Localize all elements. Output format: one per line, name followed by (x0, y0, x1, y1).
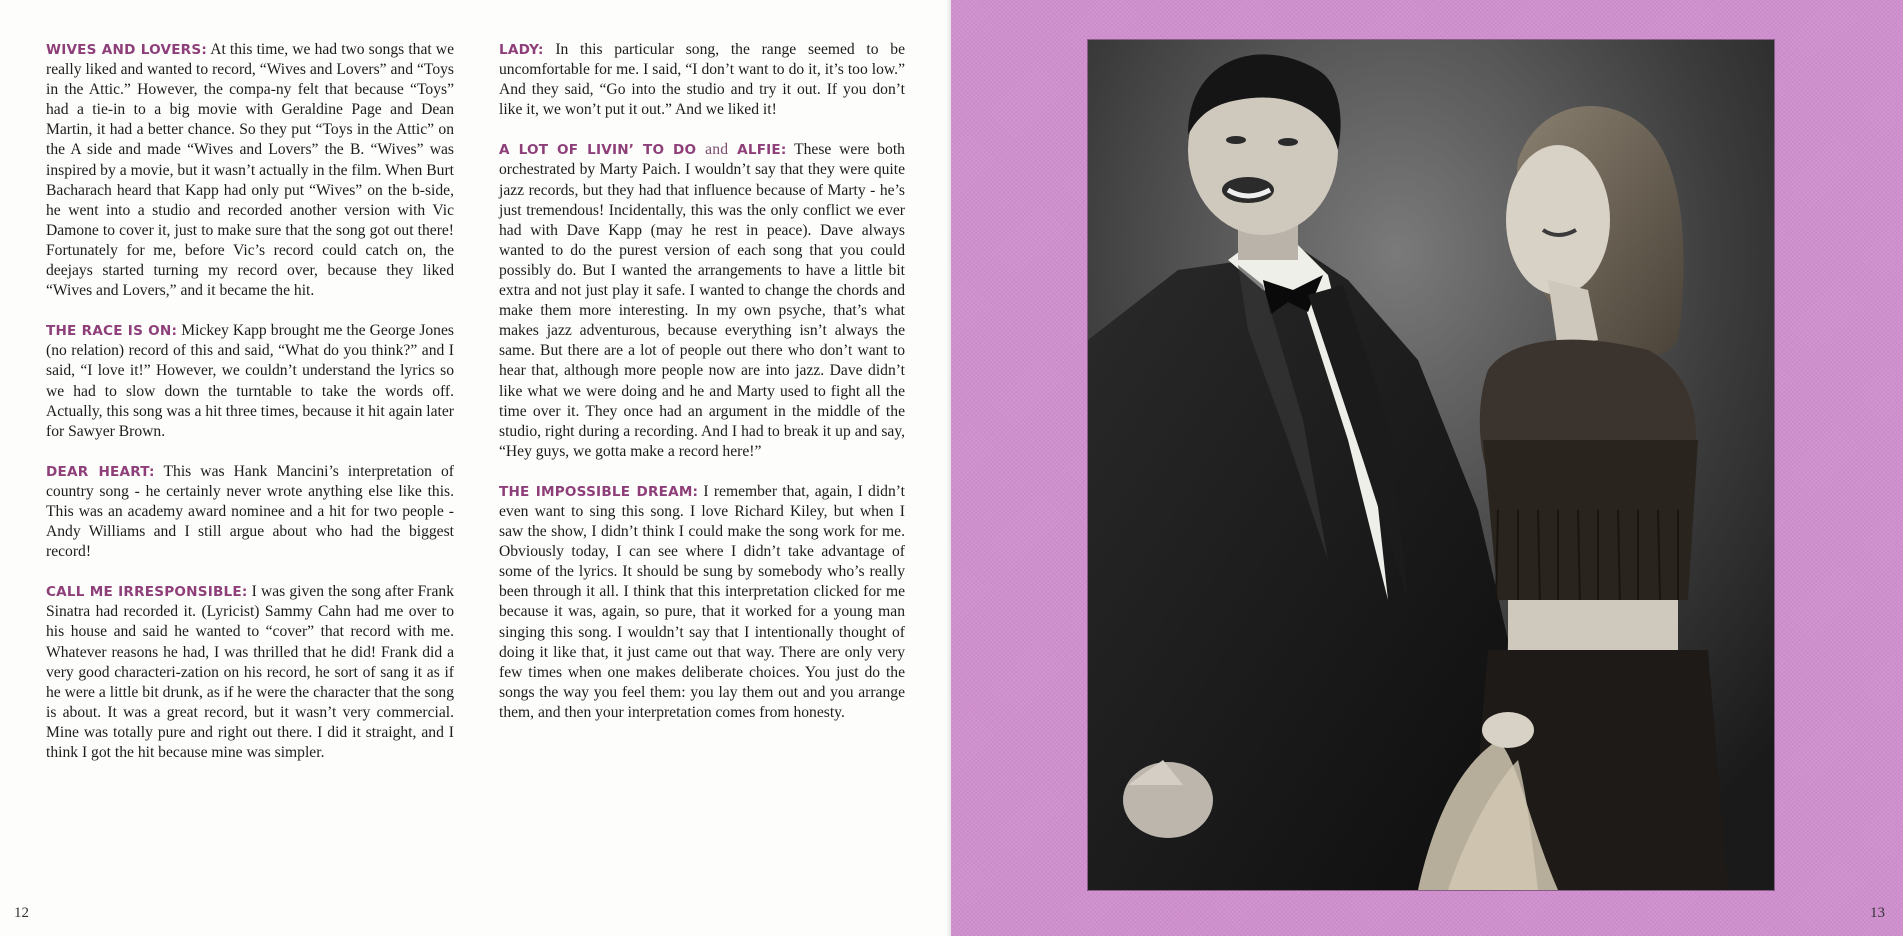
song-commentary: These were both orchestrated by Marty Paich. I wouldn’t say that they were quite jazz records, but they had that influence because of Marty - he’s just tremendous! Incidentally, this was the only conflict we ever had with Dave Kapp (may he rest in peace). Dave always wanted to do the purest version of each song that you could possibly do. But I wanted the arrangements to have a little bit extra and not just play it safe. I wanted to change the chords and make them more interesting. In my own psyche, that’s what makes jazz adventurous, because everything isn’t always the same. But there are a lot of people out there who don’t want to hear that, although more people now are into jazz. Dave didn’t like what we were doing and he and Marty used to fight all the time over it. They once had an argument in the middle of the studio, right during a recording. And I had to break it up and say, “Hey guys, we gotta make a record here!” (499, 141, 905, 460)
song-commentary: This was Hank Mancini’s interpretation of country song - he certainly never wrote anything else like this. This was an academy award nominee and a hit for two people - Andy Williams and I still argue about who had the biggest record! (46, 462, 455, 561)
song-title-part-1: A LOT OF LIVIN’ TO DO (499, 142, 697, 159)
song-entry-the-impossible-dream (499, 482, 905, 723)
song-commentary: At this time, we had two songs that we really liked and wanted to record, “Wives and Lovers” and “Toys in the Attic.” However, the compa-ny felt that because “Toys” had a tie-in to a big movie with Geraldine Page and Dean Martin, it had a better chance. So they put “Toys in the Attic” on the A side and made “Wives and Lovers” the B. “Wives” was inspired by a movie, but it wasn’t actually in the film. When Burt Bacharach heard that Kapp had only put “Wives” on the b-side, he went into a studio and recorded another version with Vic Damone to cover it, just to make sure that the song got out there! Fortunately for me, before Vic’s record could catch on, the deejays started turning my record over, because they liked “Wives and Lovers,” and it became the hit. (46, 41, 454, 300)
left-page (0, 0, 951, 936)
song-title (499, 142, 787, 158)
song-entry-call-me-irresponsible (46, 582, 454, 763)
song-entry-wives-and-lovers (46, 40, 454, 301)
song-commentary: I remember that, again, I didn’t even want to sing this song. I love Richard Kiley, but when I saw the show, I didn’t think I could make the song work for me. Obviously today, I can see where I didn’t take advantage of some of the lyrics. It should be sung by somebody who’s really been through it all. I think that this interpretation clicked for me because it was, again, so pure, that it worked for a young man singing this song. I wouldn’t say that I intentionally thought of doing it like that, it just came out that way. There are only very few times when one makes deliberate choices. You just do the songs the way you feel them: you lay them out and you arrange them, and then your interpretation comes from honesty. (499, 482, 905, 721)
black-and-white-photograph (1088, 40, 1774, 890)
text-column-1 (46, 40, 454, 783)
text-column-2 (499, 40, 905, 743)
photo-illustration (1088, 40, 1774, 890)
song-title: WIVES AND LOVERS: (46, 42, 207, 58)
song-entry-a-lot-of-livin-and-alfie (499, 140, 905, 462)
song-entry-dear-heart (46, 462, 454, 562)
song-title: THE IMPOSSIBLE DREAM: (499, 483, 699, 500)
song-title: LADY: (499, 42, 544, 58)
song-title: DEAR HEART: (46, 463, 155, 480)
song-title: THE RACE IS ON: (46, 323, 178, 340)
song-entry-lady (499, 40, 905, 120)
song-title: CALL ME IRRESPONSIBLE: (46, 584, 248, 601)
page-number-right: 13 (1870, 905, 1885, 921)
song-commentary: In this particular song, the range seemed to be uncomfortable for me. I said, “I don’t want to do it, it’s too low.” And they said, “Go into the studio and try it out. If you don’t like it, we won’t put it out.” And we liked it! (499, 41, 906, 119)
song-commentary: I was given the song after Frank Sinatra had recorded it. (Lyricist) Sammy Cahn had me over to his house and said he wanted to “cover” that record with me. Whatever reasons he had, I was thrilled that he did! Frank did a very good characteri-zation on his record, he sort of sang it as if he were a little bit drunk, as if he were the character that the song is about. It was a great record, but it wasn’t very commercial. Mine was totally pure and right out there. I did it straight, and I think I got the hit because mine was simpler. (46, 583, 454, 761)
song-title-joiner: and (705, 141, 729, 159)
page-number-left: 12 (14, 905, 29, 921)
song-entry-the-race-is-on (46, 321, 454, 442)
song-commentary: Mickey Kapp brought me the George Jones (no relation) record of this and said, “What do you think?” and I said, “I love it!” However, we couldn’t understand the lyrics so we had to slow down the turntable to take the words off. Actually, this song was a hit three times, because it hit again later for Sawyer Brown. (46, 322, 454, 440)
song-title-part-2: ALFIE: (737, 142, 787, 159)
